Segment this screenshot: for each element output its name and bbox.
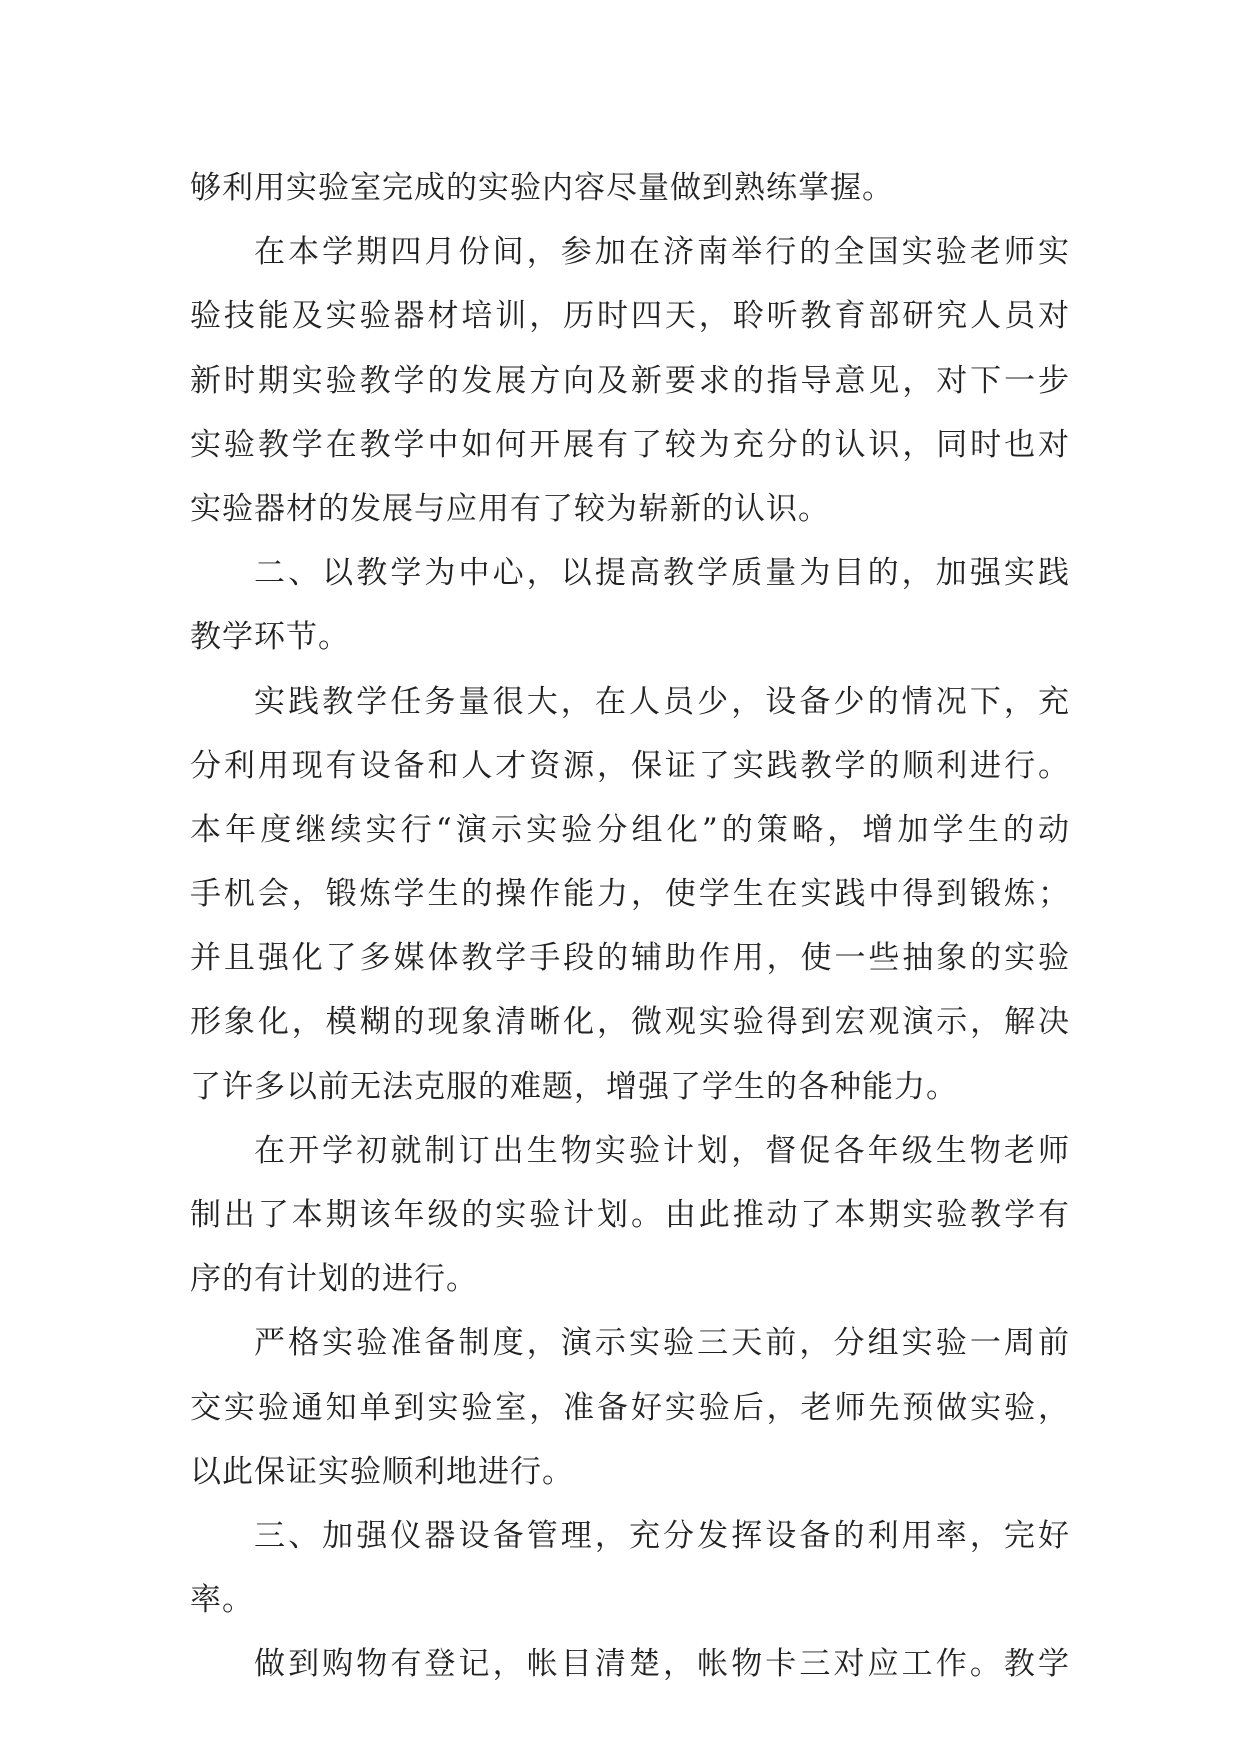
text-line: 了许多以前无法克服的难题，增强了学生的各种能力。 — [190, 1068, 958, 1105]
text-line: 率。 — [190, 1582, 254, 1619]
document-body — [190, 156, 1070, 1697]
text-line: 并且强化了多媒体教学手段的辅助作用，使一些抽象的实验 — [190, 940, 1070, 977]
text-line: 序的有计划的进行。 — [190, 1261, 478, 1298]
text-line: 实践教学任务量很大，在人员少，设备少的情况下，充 — [254, 683, 1070, 720]
text-line: 制出了本期该年级的实验计划。由此推动了本期实验教学有 — [190, 1197, 1070, 1233]
text-line: 交实验通知单到实验室，准备好实验后，老师先预做实验， — [190, 1389, 1070, 1426]
text-line: 严格实验准备制度，演示实验三天前，分组实验一周前 — [254, 1325, 1070, 1362]
text-line: 在开学初就制订出生物实验计划，督促各年级生物老师 — [254, 1132, 1070, 1169]
text-line: 做到购物有登记，帐目清楚，帐物卡三对应工作。教学 — [254, 1646, 1070, 1683]
text-line: 以此保证实验顺利地进行。 — [190, 1453, 574, 1490]
text-line: 验技能及实验器材培训，历时四天，聆听教育部研究人员对 — [190, 298, 1070, 335]
text-line: 手机会，锻炼学生的操作能力，使学生在实践中得到锻炼； — [190, 876, 1070, 913]
text-line: 二、以教学为中心，以提高教学质量为目的，加强实践 — [254, 555, 1070, 592]
text-line: 够利用实验室完成的实验内容尽量做到熟练掌握。 — [190, 170, 894, 206]
text-line: 新时期实验教学的发展方向及新要求的指导意见，对下一步 — [190, 362, 1070, 399]
text-line: 实验器材的发展与应用有了较为崭新的认识。 — [190, 490, 830, 527]
text-line: 在本学期四月份间，参加在济南举行的全国实验老师实 — [254, 234, 1070, 271]
text-line: 教学环节。 — [190, 619, 350, 656]
text-line: 本年度继续实行“演示实验分组化”的策略，增加学生的动 — [190, 811, 1070, 848]
text-line: 实验教学在教学中如何开展有了较为充分的认识，同时也对 — [190, 426, 1070, 463]
text-line: 分利用现有设备和人才资源，保证了实践教学的顺利进行。 — [190, 747, 1070, 784]
text-line: 三、加强仪器设备管理，充分发挥设备的利用率，完好 — [254, 1517, 1070, 1554]
text-line: 形象化，模糊的现象清晰化，微观实验得到宏观演示，解决 — [190, 1004, 1070, 1041]
